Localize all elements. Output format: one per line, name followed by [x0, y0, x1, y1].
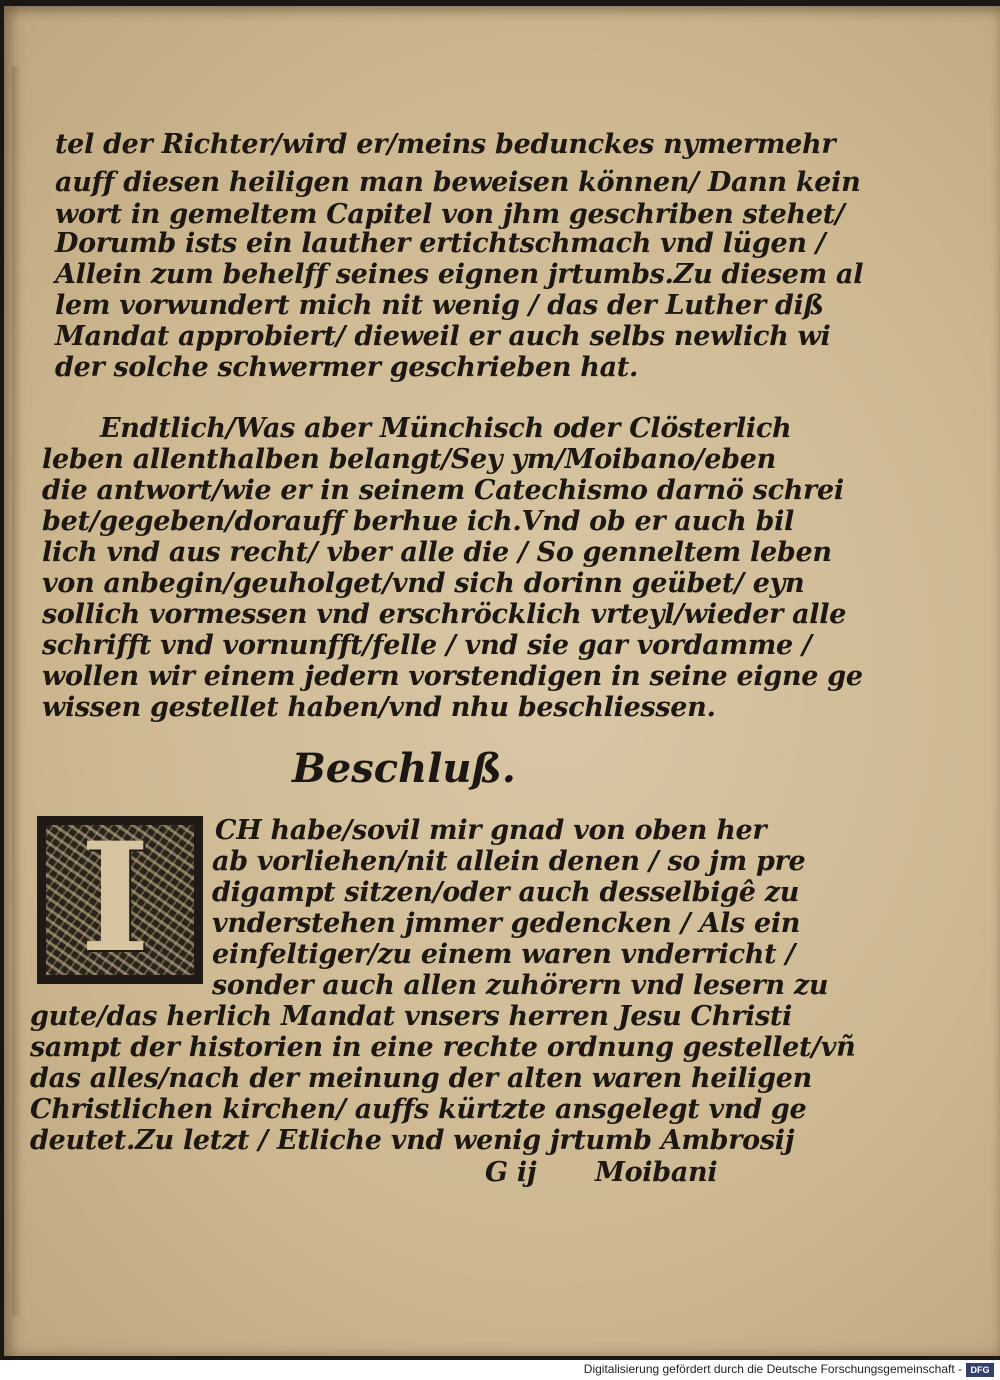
text-line: schrifft vnd vornunfft/felle / vnd sie gar vordamme /	[42, 630, 812, 661]
catchword: Moibani	[595, 1157, 718, 1188]
text-line: lem vorwundert mich nit wenig / das der Luther diß	[55, 290, 824, 321]
text-line: das alles/nach der meinung der alten waren heiligen	[30, 1063, 812, 1094]
text-line: sonder auch allen zuhörern vnd lesern zu	[212, 970, 829, 1001]
text-line: deutet.Zu letzt / Etliche vnd wenig jrtumb Ambrosij	[30, 1125, 795, 1156]
funding-credit: Digitalisierung gefördert durch die Deutsche Forschungsgemeinschaft -	[583, 1362, 962, 1376]
text-line: CH habe/sovil mir gnad von oben her	[215, 815, 767, 846]
text-line: wort in gemeltem Capitel von jhm geschriben stehet/	[55, 199, 845, 230]
text-line: Dorumb ists ein lauther ertichtschmach vnd lügen /	[55, 228, 826, 259]
text-line: sollich vormessen vnd erschröcklich vrteyl/wieder alle	[42, 599, 847, 630]
text-line: vnderstehen jmmer gedencken / Als ein	[212, 908, 801, 939]
text-line: Endtlich/Was aber Münchisch oder Clösterlich	[100, 413, 792, 444]
text-line: einfeltiger/zu einem waren vnderricht /	[212, 939, 795, 970]
text-line: leben allenthalben belangt/Sey ym/Moibano/eben	[42, 444, 776, 475]
text-line: sampt der historien in eine rechte ordnung gestellet/vñ	[30, 1032, 856, 1063]
text-line: die antwort/wie er in seinem Catechismo darnö schrei	[42, 475, 844, 506]
text-line: tel der Richter/wird er/meins bedunckes nymermehr	[55, 129, 836, 160]
text-line: der solche schwermer geschrieben hat.	[55, 352, 639, 383]
text-line: gute/das herlich Mandat vnsers herren Jesu Christi	[30, 1001, 792, 1032]
footer-bar	[0, 1360, 1000, 1380]
signature-mark: G ij	[485, 1157, 537, 1188]
dfg-logo[interactable]: DFG	[966, 1363, 994, 1377]
decorated-initial	[37, 810, 203, 986]
text-line: Allein zum behelff seines eignen jrtumbs.Zu diesem al	[55, 259, 864, 290]
page-gutter-shadow	[12, 66, 22, 1316]
text-line: von anbegin/geuholget/vnd sich dorinn geübet/ eyn	[42, 568, 805, 599]
text-line: wollen wir einem jedern vorstendigen in seine eigne ge	[42, 661, 863, 692]
text-line: ab vorliehen/nit allein denen / so jm pre	[212, 846, 806, 877]
text-line: bet/gegeben/dorauff berhue ich.Vnd ob er auch bil	[42, 506, 795, 537]
text-line: Mandat approbiert/ dieweil er auch selbs newlich wi	[55, 321, 831, 352]
text-line: wissen gestellet haben/vnd nhu beschliessen.	[42, 692, 716, 723]
text-line: auff diesen heiligen man beweisen können/ Dann kein	[55, 167, 861, 198]
section-heading: Beschluß.	[292, 745, 516, 792]
initial-letter: I	[80, 810, 151, 986]
text-line: digampt sitzen/oder auch desselbigê zu	[212, 877, 800, 908]
text-line: lich vnd aus recht/ vber alle die / So genneltem leben	[42, 537, 832, 568]
text-line: Christlichen kirchen/ auffs kürtzte ansgelegt vnd ge	[30, 1094, 807, 1125]
